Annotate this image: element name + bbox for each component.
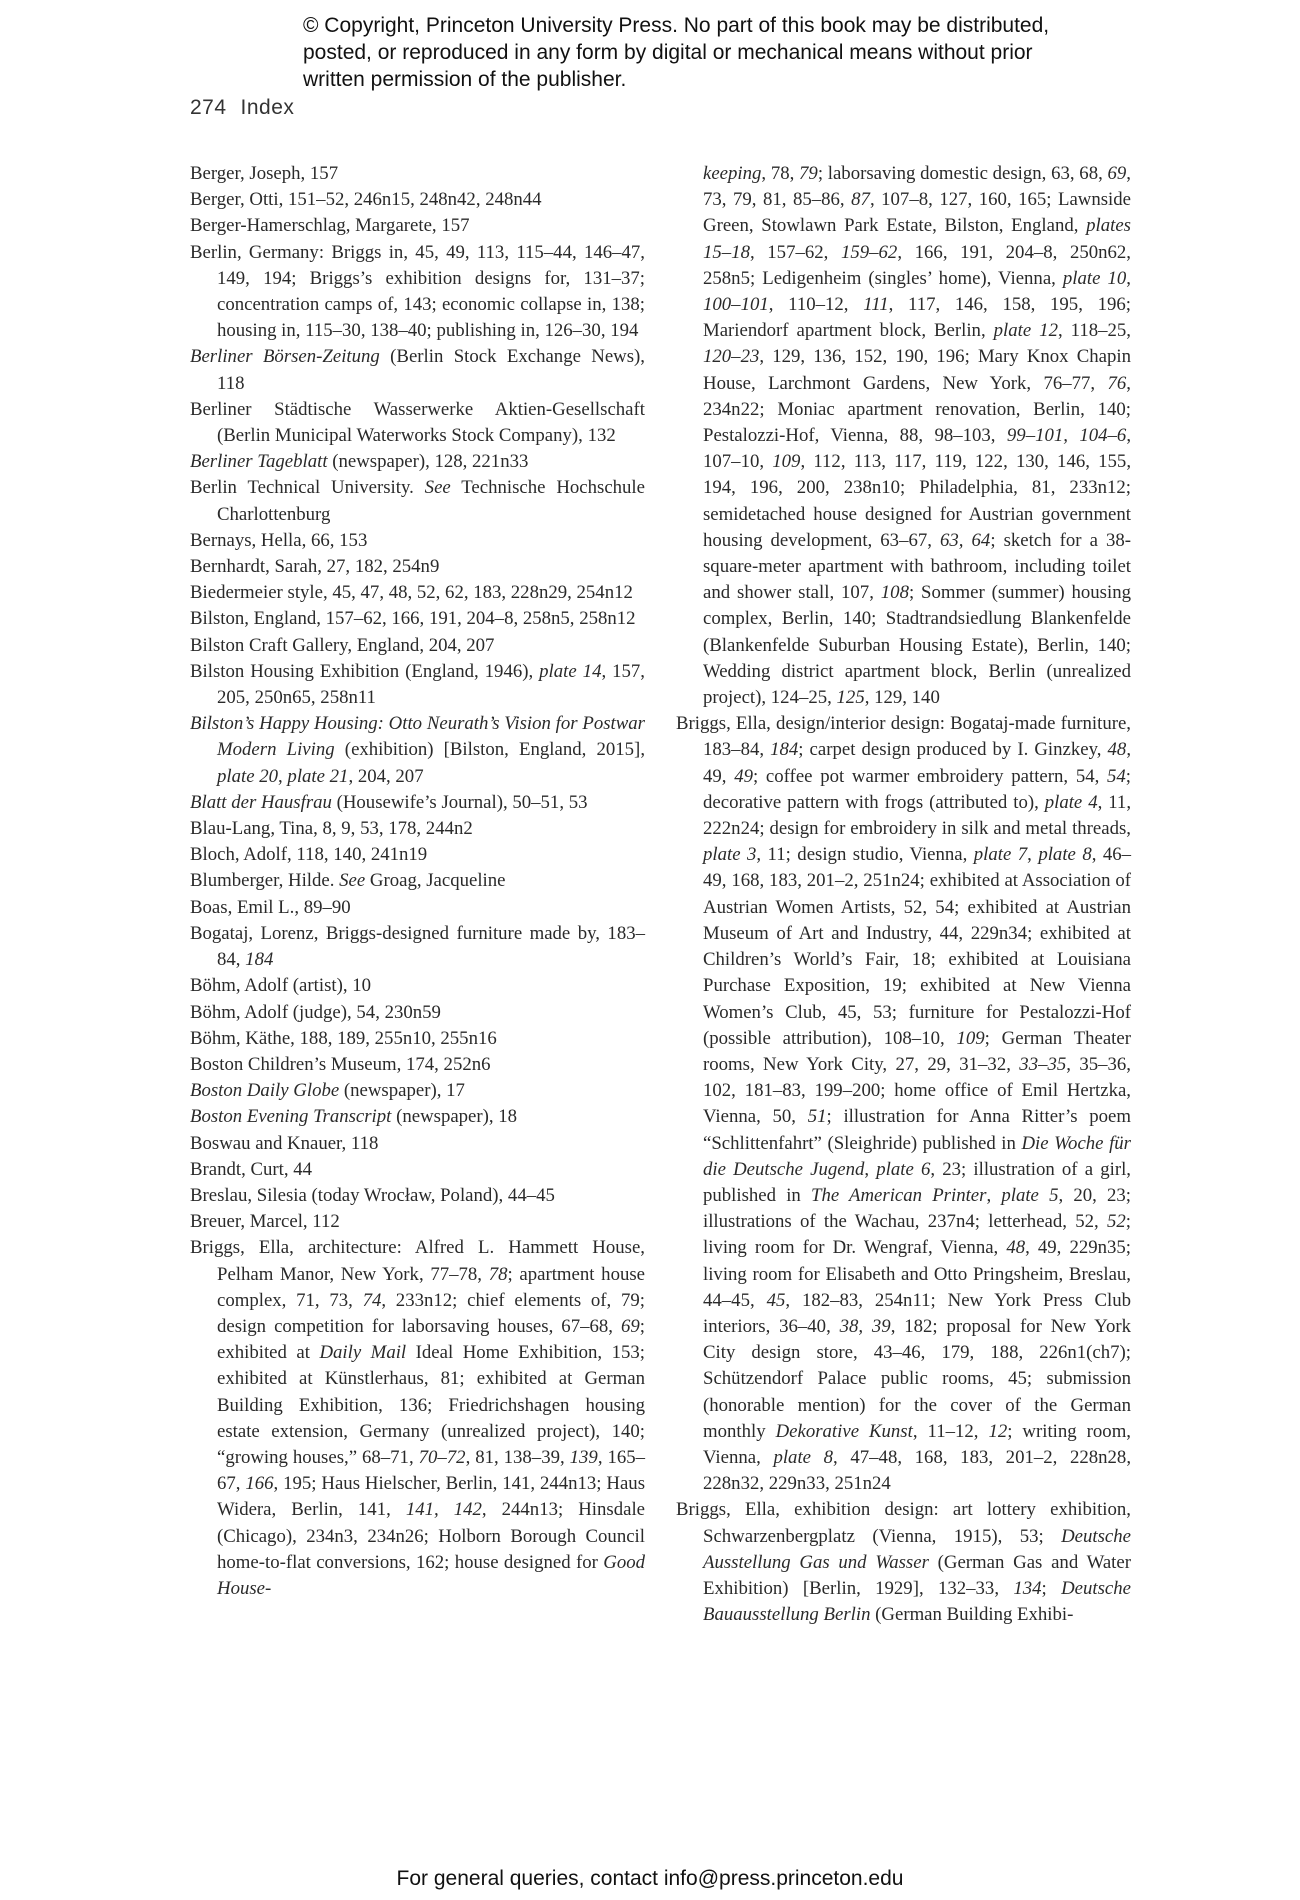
italic-text: 99–101, 104–6 xyxy=(1006,425,1127,447)
entry-text: Berger-Hamerschlag, Margarete, 157 xyxy=(190,215,470,237)
entry-text: ; German Theater rooms, New York City, 27, 29, 31–32, xyxy=(703,1027,1131,1075)
italic-text: Good House- xyxy=(217,1551,645,1599)
index-column-left xyxy=(190,161,645,1602)
index-entry xyxy=(190,397,645,449)
entry-text: , 112, 113, 117, 119, 122, 130, 146, 155, 194, 196, 200, 238n10; Philadelphia, 81, 233n12; semidetached house designed for Austrian government housing development, 63–67, xyxy=(703,451,1132,551)
entry-text: , 81, 138–39, xyxy=(465,1446,570,1468)
index-entry xyxy=(190,895,645,921)
italic-text: 100–101 xyxy=(703,294,769,316)
index-entry xyxy=(190,1131,645,1157)
italic-text: 52 xyxy=(1107,1211,1126,1233)
entry-text: , 234n22; Moniac apartment renovation, Berlin, 140; Pestalozzi-Hof, Vienna, 88, 98–103, xyxy=(703,372,1131,447)
index-entry xyxy=(190,475,645,527)
index-entry xyxy=(190,213,645,239)
italic-text: 120–23 xyxy=(703,346,760,368)
entry-text: , 107–8, 127, 160, 165; Lawnside Green, Stowlawn Park Estate, Bilston, England, xyxy=(703,189,1132,237)
entry-text: , 11–12, xyxy=(912,1420,989,1442)
entry-text: ; sketch for a 38-square-meter apartment with bathroom, including toilet and shower stall, 107, xyxy=(703,529,1131,604)
index-entry xyxy=(190,580,645,606)
italic-text: 63, 64 xyxy=(940,529,991,551)
index-entry xyxy=(190,790,645,816)
entry-text: (Housewife’s Journal), 50–51, 53 xyxy=(331,791,588,813)
entry-text: , 195; Haus Hielscher, Berlin, 141, 244n13; Haus Widera, Berlin, 141, xyxy=(217,1473,646,1521)
entry-text: , 129, 136, 152, 190, 196; Mary Knox Chapin House, Larchmont Gardens, New York, 76–77, xyxy=(703,346,1131,394)
entry-text: ; coffee pot warmer embroidery pattern, 54, xyxy=(752,765,1108,787)
italic-text: plate 20 xyxy=(217,765,279,787)
italic-text: 125 xyxy=(836,687,865,709)
italic-text: 49 xyxy=(734,765,753,787)
italic-text: Dekorative Kunst xyxy=(775,1420,913,1442)
italic-text: 45 xyxy=(766,1289,786,1311)
italic-text: 78 xyxy=(488,1263,508,1285)
italic-text: 70–72 xyxy=(418,1446,466,1468)
index-entry xyxy=(190,344,645,396)
index-entry xyxy=(190,187,645,213)
entry-text: , 110–12, xyxy=(768,294,864,316)
entry-text: (Berlin Stock Exchange News), 118 xyxy=(217,346,645,394)
entry-text: , 107–10, xyxy=(703,425,1132,473)
entry-text: Böhm, Käthe, 188, 189, 255n10, 255n16 xyxy=(190,1027,497,1049)
page-number: 274 xyxy=(190,96,227,119)
entry-text: ; Sommer (summer) housing complex, Berlin, 140; Stadtrandsiedlung Blankenfelde (Blankenfelde Suburban Housing Estate), Berlin, 140; Wedding district apartment block, Berlin (unrealized project), 124–25, xyxy=(703,582,1131,709)
entry-text: , 11; design studio, Vienna, xyxy=(756,844,974,866)
entry-text: (newspaper), 128, 221n33 xyxy=(327,451,529,473)
entry-text: (newspaper), 17 xyxy=(339,1080,465,1102)
italic-text: plate 21 xyxy=(287,765,349,787)
entry-text: Berliner Städtische Wasserwerke Aktien-Gesellschaft (Berlin Municipal Waterworks Stock Company), 132 xyxy=(190,398,645,447)
entry-text: Bilston Craft Gallery, England, 204, 207 xyxy=(190,634,495,656)
copyright-notice: © Copyright, Princeton University Press. No part of this book may be distributed, posted, or reproduced in any form by digital or mechanical means without prior written permission of the publisher. xyxy=(303,14,1050,91)
entry-text: , xyxy=(1126,267,1131,289)
entry-text: Blau-Lang, Tina, 8, 9, 53, 178, 244n2 xyxy=(190,818,473,840)
entry-text: Biedermeier style, 45, 47, 48, 52, 62, 183, 228n29, 254n12 xyxy=(190,582,633,604)
entry-text: (newspaper), 18 xyxy=(391,1106,518,1128)
italic-text: 111 xyxy=(863,294,889,316)
italic-text: 69 xyxy=(621,1315,640,1337)
italic-text: The American Printer xyxy=(811,1184,987,1206)
entry-text: Briggs, Ella, design/interior design: Bogataj-made furniture, 183–84, xyxy=(676,713,1131,761)
italic-text: 108 xyxy=(880,582,909,604)
index-entry xyxy=(190,1183,645,1209)
entry-text: , 233n12; chief elements of, 79; design competition for laborsaving houses, 67–68, xyxy=(217,1289,645,1337)
index-entry xyxy=(676,711,1131,1497)
italic-text: plate 6 xyxy=(876,1158,931,1180)
entry-text: , xyxy=(1027,844,1039,866)
entry-text: , 157, 205, 250n65, 258n11 xyxy=(217,660,646,709)
entry-text: Bilston, England, 157–62, 166, 191, 204–8, 258n5, 258n12 xyxy=(190,608,636,630)
italic-text: plate 3 xyxy=(703,844,757,866)
italic-text: Die Woche für die Deutsche Jugend xyxy=(703,1132,1131,1180)
italic-text: See xyxy=(339,870,366,892)
italic-text: 139 xyxy=(569,1446,598,1468)
index-entry xyxy=(190,816,645,842)
italic-text: 166 xyxy=(245,1473,274,1495)
italic-text: plate 14 xyxy=(539,660,602,682)
entry-text: , 165–67, xyxy=(217,1446,646,1495)
entry-text: , 46–49, 168, 183, 201–2, 251n24; exhibited at Association of Austrian Women Artists, 52, 54; exhibited at Austrian Museum of Art and Industry, 44, 229n34; exhibited at Children’s World’s Fair, 18; exhibited at Louisiana Purchase Exposition, 19; exhibited at New Vienna Women’s Club, 45, 53; furniture for Pestalozzi-Hof (possible attribution), 108–10, xyxy=(703,844,1132,1049)
italic-text: Berliner Tageblatt xyxy=(190,451,328,473)
entry-text: , 157–62, xyxy=(749,241,841,263)
italic-text: 74 xyxy=(362,1289,382,1311)
italic-text: plate 12 xyxy=(993,320,1058,342)
italic-text: 87 xyxy=(851,189,870,211)
entry-text: Boas, Emil L., 89–90 xyxy=(190,896,351,918)
footer-contact: For general queries, contact info@press.princeton.edu xyxy=(396,1867,904,1890)
entry-text: Breuer, Marcel, 112 xyxy=(190,1211,340,1233)
italic-text: Daily Mail xyxy=(319,1342,407,1364)
index-entry xyxy=(190,973,645,999)
index-entry xyxy=(190,711,645,790)
index-entry xyxy=(190,240,645,345)
entry-text: , 49, xyxy=(703,739,1132,787)
entry-text: ; carpet design produced by I. Ginzkey, xyxy=(798,739,1108,761)
italic-text: Blatt der Hausfrau xyxy=(190,791,332,813)
italic-text: 109 xyxy=(956,1027,985,1049)
index-entry xyxy=(190,1157,645,1183)
index-entry xyxy=(190,842,645,868)
italic-text: 109 xyxy=(772,451,801,473)
italic-text: Berliner Börsen-Zeitung xyxy=(190,346,380,368)
entry-text: ; living room for Dr. Wengraf, Vienna, xyxy=(703,1211,1131,1259)
entry-text: , 47–48, 168, 183, 201–2, 228n28, 228n32, 229n33, 251n24 xyxy=(703,1446,1132,1495)
italic-text: 184 xyxy=(770,739,799,761)
index-entry xyxy=(190,1209,645,1235)
italic-text: 12 xyxy=(988,1420,1008,1442)
entry-text: , 78, xyxy=(761,163,800,184)
entry-text: Bernhardt, Sarah, 27, 182, 254n9 xyxy=(190,556,440,578)
entry-text: , 35–36, 102, 181–83, 199–200; home office of Emil Hertzka, Vienna, 50, xyxy=(703,1053,1131,1128)
entry-text: , 73, 79, 81, 85–86, xyxy=(703,163,1131,211)
italic-text: Bilston’s Happy Housing: Otto Neurath’s Vision for Postwar Modern Living xyxy=(190,713,645,761)
entry-text: , 20, 23; illustrations of the Wachau, 237n4; letterhead, 52, xyxy=(703,1184,1131,1233)
italic-text: keeping xyxy=(703,163,762,184)
entry-text: , 204, 207 xyxy=(348,765,424,787)
entry-text: Berlin, Germany: Briggs in, 45, 49, 113, 115–44, 146–47, 149, 194; Briggs’s exhibition designs for, 131–37; concentration camps of, 143; economic collapse in, 138; housing in, 115–30, 138–40; publishing in, 126–30, 194 xyxy=(190,241,645,342)
italic-text: 38, 39 xyxy=(839,1315,891,1337)
entry-text: , 117, 146, 158, 195, 196; Mariendorf apartment block, Berlin, xyxy=(703,294,1131,342)
italic-text: Deutsche Bauausstellung Berlin xyxy=(703,1577,1131,1626)
italic-text: 134 xyxy=(1013,1577,1042,1599)
index-entry xyxy=(190,921,645,973)
italic-text: 69 xyxy=(1107,163,1127,184)
entry-text: Blumberger, Hilde. xyxy=(190,870,340,892)
entry-text: Bilston Housing Exhibition (England, 1946), xyxy=(190,660,540,682)
entry-text: (German Gas and Water Exhibition) [Berlin, 1929], 132–33, xyxy=(703,1551,1131,1599)
italic-text: 76 xyxy=(1107,372,1127,394)
italic-text: plate 8 xyxy=(773,1446,834,1468)
entry-text: ; xyxy=(1041,1577,1062,1599)
entry-text: Böhm, Adolf (artist), 10 xyxy=(190,975,372,997)
entry-text: , xyxy=(986,1184,1002,1206)
entry-text: , 182; proposal for New York City design store, 43–46, 179, 188, 226n1(ch7); Schützendorf Palace public rooms, 45; submission (honorable mention) for the cover of the German monthly xyxy=(703,1315,1132,1442)
index-entry xyxy=(190,1000,645,1026)
index-entry xyxy=(190,606,645,632)
entry-text: , 166, 191, 204–8, 250n62, 258n5; Ledigenheim (singles’ home), Vienna, xyxy=(703,241,1131,289)
entry-text: Boston Children’s Museum, 174, 252n6 xyxy=(190,1053,491,1075)
entry-text: Breslau, Silesia (today Wrocław, Poland), 44–45 xyxy=(190,1184,555,1206)
index-entry xyxy=(676,161,1131,711)
entry-text: Brandt, Curt, 44 xyxy=(190,1158,313,1180)
entry-text: Technische Hochschule Charlottenburg xyxy=(217,477,645,525)
italic-text: plate 7 xyxy=(973,844,1028,866)
index-entry xyxy=(190,1104,645,1130)
italic-text: 159–62 xyxy=(840,241,898,263)
entry-text: Berger, Otti, 151–52, 246n15, 248n42, 248n44 xyxy=(190,189,542,211)
index-entry xyxy=(190,1078,645,1104)
entry-text: Böhm, Adolf (judge), 54, 230n59 xyxy=(190,1001,441,1023)
index-entry xyxy=(190,1052,645,1078)
entry-text: Bernays, Hella, 66, 153 xyxy=(190,529,368,551)
entry-text: (German Building Exhibi- xyxy=(870,1604,1074,1626)
entry-text: , 118–25, xyxy=(1057,320,1131,342)
index-entry xyxy=(676,1497,1131,1628)
italic-text: plate 8 xyxy=(1038,844,1092,866)
entry-text: ; decorative pattern with frogs (attributed to), xyxy=(703,765,1132,813)
italic-text: Boston Evening Transcript xyxy=(190,1106,392,1128)
running-head xyxy=(190,96,294,120)
entry-text: Ideal Home Exhibition, 153; exhibited at Künstlerhaus, 81; exhibited at German Building Exhibition, 136; Friedrichshagen housing estate extension, Germany (unrealized project), 140; “growing houses,” 68–71, xyxy=(217,1342,645,1468)
entry-text: Briggs, Ella, exhibition design: art lottery exhibition, Schwarzenbergplatz (Vienna, 1915), 53; xyxy=(676,1499,1131,1547)
entry-text: Groag, Jacqueline xyxy=(365,870,506,892)
entry-text: , 23; illustration of a girl, published in xyxy=(703,1158,1132,1206)
entry-text: ; laborsaving domestic design, 63, 68, xyxy=(817,163,1108,184)
italic-text: Boston Daily Globe xyxy=(190,1080,340,1102)
italic-text: 184 xyxy=(245,949,274,971)
italic-text: 79 xyxy=(799,163,818,184)
entry-text: Briggs, Ella, architecture: Alfred L. Hammett House, Pelham Manor, New York, 77–78, xyxy=(190,1237,645,1285)
italic-text: 48 xyxy=(1107,739,1127,761)
entry-text: ; apartment house complex, 71, 73, xyxy=(217,1263,645,1311)
italic-text: Deutsche Ausstellung Gas und Wasser xyxy=(703,1525,1131,1573)
entry-text: , 244n13; Hinsdale (Chicago), 234n3, 234n26; Holborn Borough Council home-to-flat conversions, 162; house designed for xyxy=(217,1499,645,1573)
italic-text: 141, 142 xyxy=(405,1499,482,1521)
index-entry xyxy=(190,554,645,580)
italic-text: 48 xyxy=(1006,1237,1026,1259)
italic-text: 51 xyxy=(807,1106,827,1128)
entry-text: Boswau and Knauer, 118 xyxy=(190,1132,379,1154)
entry-text: ; exhibited at xyxy=(217,1315,645,1364)
italic-text: 33–35 xyxy=(1019,1053,1067,1075)
entry-text: ; writing room, Vienna, xyxy=(703,1420,1131,1468)
entry-text: (exhibition) [Bilston, England, 2015], xyxy=(334,739,646,761)
italic-text: See xyxy=(424,477,451,499)
italic-text: plate 5 xyxy=(1001,1184,1059,1206)
index-entry xyxy=(190,1235,645,1602)
entry-text: Berlin Technical University. xyxy=(190,477,425,499)
entry-text: , 49, 229n35; living room for Elisabeth and Otto Pringsheim, Breslau, 44–45, xyxy=(703,1237,1131,1311)
index-entry xyxy=(190,449,645,475)
entry-text: , 11, 222n24; design for embroidery in silk and metal threads, xyxy=(703,791,1132,840)
index-entry xyxy=(190,1026,645,1052)
entry-text: Bloch, Adolf, 118, 140, 241n19 xyxy=(190,844,428,866)
italic-text: plates 15–18 xyxy=(703,215,1131,263)
entry-text: , 129, 140 xyxy=(864,687,940,709)
index-entry xyxy=(190,161,645,187)
index-column-right xyxy=(676,161,1131,1628)
entry-text: Berger, Joseph, 157 xyxy=(190,163,339,184)
entry-text: , 182–83, 254n11; New York Press Club interiors, 36–40, xyxy=(703,1289,1132,1337)
index-entry xyxy=(190,528,645,554)
entry-text: ; illustration for Anna Ritter’s poem “Schlittenfahrt” (Sleighride) published in xyxy=(703,1106,1131,1154)
index-entry xyxy=(190,659,645,711)
entry-text: Bogataj, Lorenz, Briggs-designed furniture made by, 183–84, xyxy=(190,922,645,971)
index-entry xyxy=(190,633,645,659)
italic-text: plate 10 xyxy=(1062,267,1127,289)
entry-text: , xyxy=(278,765,288,787)
italic-text: plate 4 xyxy=(1044,791,1098,813)
entry-text: , xyxy=(864,1158,877,1180)
italic-text: 54 xyxy=(1107,765,1126,787)
index-entry xyxy=(190,868,645,894)
section-title: Index xyxy=(240,96,295,119)
